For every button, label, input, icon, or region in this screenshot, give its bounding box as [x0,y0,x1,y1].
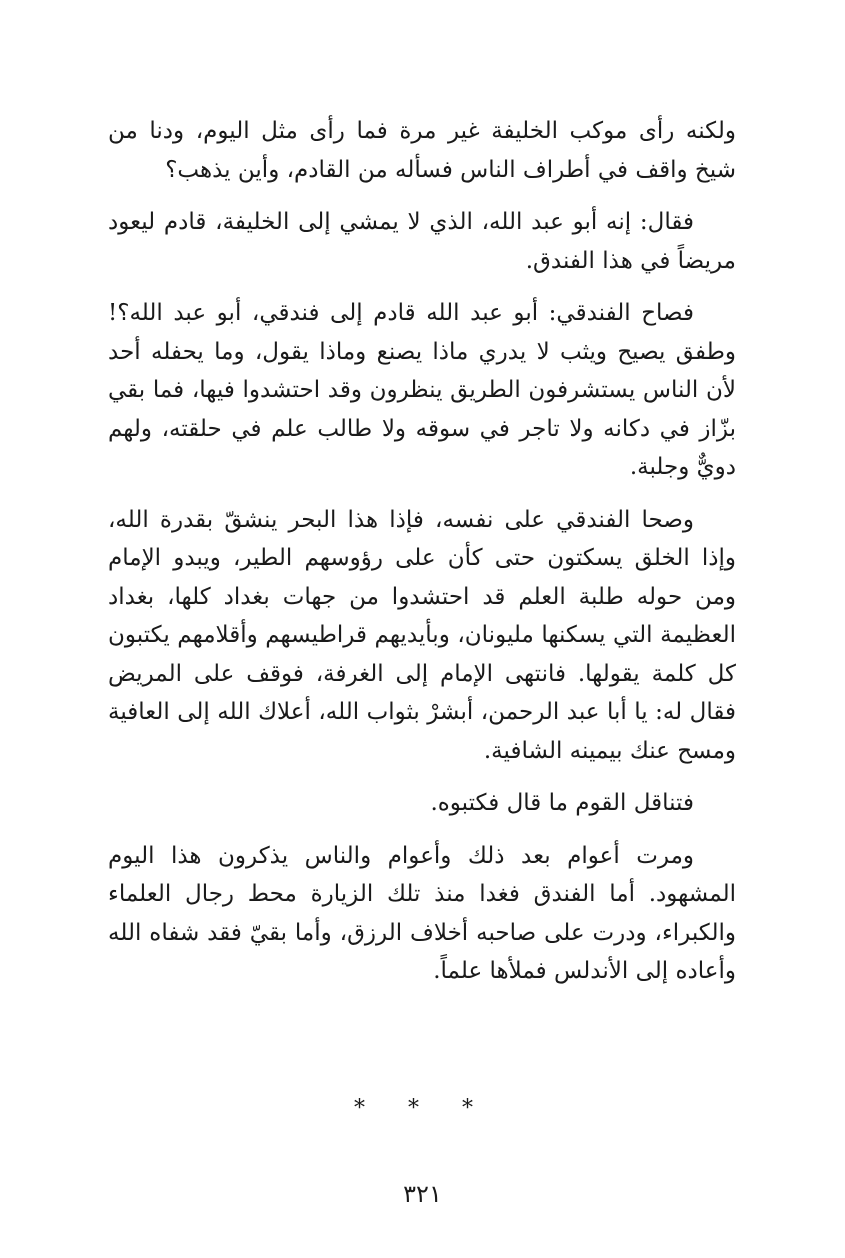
section-separator: * * * [354,1096,491,1121]
paragraph-1: ولكنه رأى موكب الخليفة غير مرة فما رأى مثل اليوم، ودنا من شيخ واقف في أطراف الناس فسأله من القادم، وأين يذهب؟ [108,118,736,183]
paragraph-6: ومرت أعوام بعد ذلك وأعوام والناس يذكرون هذا اليوم المشهود. أما الفندق فغدا منذ تلك الزيارة محط رجال العلماء والكبراء، ودرت على صاحبه أخلاف الرزق، وأما بقيّ فقد شفاه الله وأعاده إلى الأندلس فملأها علماً. [108,842,736,984]
page-body [108,112,736,1005]
paragraph-3: فصاح الفندقي: أبو عبد الله قادم إلى فندقي، أبو عبد الله؟! وطفق يصيح ويثب لا يدري ماذا يصنع وماذا يقول، وما يحفله أحد لأن الناس يستشرفون الطريق ينظرون وقد احتشدوا فيها، فما بقي بزّاز في دكانه ولا تاجر في سوقه ولا طالب علم في حلقته، ولهم دويٌّ وجلبة. [108,300,736,480]
paragraph-5: فتناقل القوم ما قال فكتبوه. [430,790,694,816]
paragraph-2: فقال: إنه أبو عبد الله، الذي لا يمشي إلى الخليفة، قادم ليعود مريضاً في هذا الفندق. [108,209,736,274]
paragraph-4: وصحا الفندقي على نفسه، فإذا هذا البحر ينشقّ بقدرة الله، وإذا الخلق يسكتون حتى كأن على رؤوسهم الطير، ويبدو الإمام ومن حوله طلبة العلم قد احتشدوا من جهات بغداد كلها، بغداد العظيمة التي يسكنها مليونان، وبأيديهم قراطيسهم وأقلامهم يكتبون كل كلمة يقولها. فانتهى الإمام إلى الغرفة، فوقف على المريض فقال له: يا أبا عبد الرحمن، أبشرْ بثواب الله، أعلاك الله إلى العافية ومسح عنك بيمينه الشافية. [108,506,736,764]
page-number: ٣٢١ [403,1180,442,1208]
